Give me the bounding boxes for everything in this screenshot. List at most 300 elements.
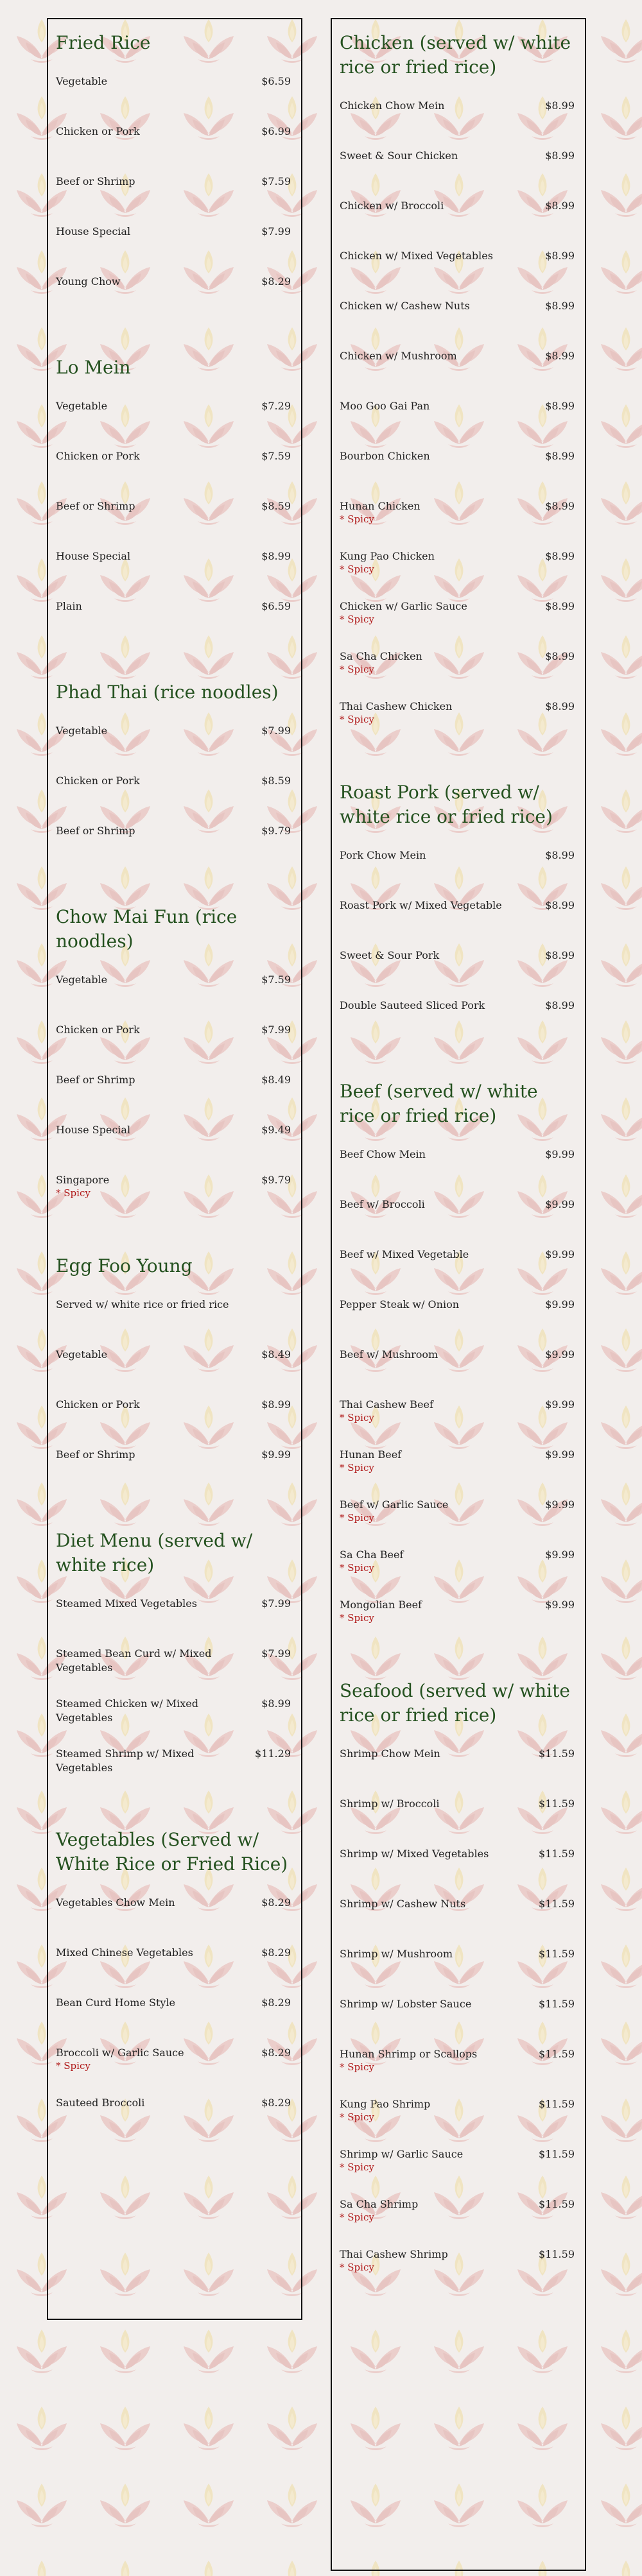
menu-item	[56, 824, 291, 874]
menu-item	[340, 349, 575, 399]
menu-item-price: $9.99	[261, 1448, 291, 1461]
menu-item-text	[56, 1348, 107, 1362]
menu-item	[340, 1747, 575, 1797]
menu-item-text	[340, 549, 435, 575]
menu-item-text	[340, 2247, 448, 2273]
menu-item	[340, 149, 575, 199]
menu-item-price: $8.99	[261, 1697, 291, 1710]
menu-item	[340, 449, 575, 499]
menu-item	[340, 499, 575, 549]
menu-item	[56, 1173, 291, 1223]
menu-item-name: Vegetables Chow Mein	[56, 1896, 175, 1909]
menu-item-name: House Special	[56, 225, 131, 237]
menu-item-text	[340, 1947, 453, 1961]
section-title: Phad Thai (rice noodles)	[56, 682, 279, 703]
menu-item-price: $8.99	[545, 999, 575, 1011]
menu-item-name: Young Chow	[56, 275, 121, 288]
menu-item-text	[56, 225, 130, 239]
menu-item-name: Chicken w/ Cashew Nuts	[340, 300, 470, 312]
menu-item-name: Steamed Chicken w/ Mixed Vegetables	[56, 1697, 198, 1724]
menu-item-price: $9.99	[545, 1498, 575, 1511]
menu-item-text	[56, 1647, 248, 1675]
menu-item-text	[340, 149, 458, 163]
spicy-tag: * Spicy	[340, 614, 374, 625]
menu-item-price: $8.99	[545, 650, 575, 662]
section-title: Diet Menu (served w/ white rice)	[56, 1530, 253, 1576]
menu-item	[340, 1947, 575, 1997]
menu-item-name: Chicken w/ Mixed Vegetables	[340, 250, 493, 262]
menu-item-text	[56, 275, 121, 289]
menu-item-text	[56, 2096, 144, 2110]
menu-item-name: Sweet & Sour Chicken	[340, 150, 458, 162]
menu-item-name: Beef or Shrimp	[56, 825, 135, 837]
menu-item	[56, 599, 291, 649]
section-spacer	[56, 874, 291, 905]
menu-item	[56, 449, 291, 499]
menu-item-price: $8.29	[261, 275, 291, 288]
menu-item	[340, 1847, 575, 1897]
menu-item-price: $8.29	[261, 1996, 291, 2009]
menu-item-name: Vegetable	[56, 974, 108, 986]
menu-item-name: Beef w/ Broccoli	[340, 1198, 425, 1210]
menu-item-name: Roast Pork w/ Mixed Vegetable	[340, 899, 502, 911]
spicy-tag: * Spicy	[340, 2111, 374, 2123]
menu-item-price: $11.29	[255, 1747, 291, 1760]
menu-item-name: Sa Cha Beef	[340, 1549, 404, 1561]
menu-column-right	[331, 18, 586, 2571]
menu-item-price: $8.29	[261, 1946, 291, 1959]
menu-item-text	[56, 1896, 175, 1910]
spicy-tag: * Spicy	[340, 2211, 374, 2223]
menu-item-name: Sweet & Sour Pork	[340, 949, 440, 961]
menu-item-text	[340, 399, 429, 413]
menu-item	[56, 2096, 291, 2146]
menu-item-name: Beef or Shrimp	[56, 175, 135, 187]
menu-item-name: Shrimp w/ Cashew Nuts	[340, 1898, 466, 1910]
spicy-tag: * Spicy	[340, 714, 374, 725]
menu-item-name: Sa Cha Shrimp	[340, 2198, 419, 2210]
menu-item	[56, 74, 291, 125]
menu-section-chicken-served-w-white-rice-or-fried-rice	[340, 31, 575, 750]
menu-item-price: $9.99	[545, 1298, 575, 1310]
menu-item	[340, 898, 575, 949]
menu-item-name: Vegetable	[56, 400, 108, 412]
menu-item-name: Plain	[56, 600, 82, 612]
menu-section-phad-thai-rice-noodles	[56, 680, 291, 874]
menu-item-text	[56, 175, 135, 189]
menu-item-price: $11.59	[539, 2098, 575, 2110]
menu-item-name: Chicken or Pork	[56, 125, 140, 137]
section-spacer	[56, 1498, 291, 1529]
menu-item-price: $8.99	[545, 200, 575, 212]
menu-item-name: Pork Chow Mein	[340, 849, 426, 861]
menu-item	[340, 1448, 575, 1498]
menu-item-text	[56, 125, 140, 139]
menu-item-text	[56, 1597, 197, 1611]
menu-item	[56, 1448, 291, 1498]
menu-item-text	[340, 1448, 401, 1473]
menu-item-name: Singapore	[56, 1174, 110, 1186]
menu-item-name: Kung Pao Shrimp	[340, 2098, 431, 2110]
menu-item-name: Chicken Chow Mein	[340, 99, 445, 112]
menu-item-text	[56, 449, 140, 463]
menu-item-price: $8.99	[545, 600, 575, 612]
menu-item-text	[340, 1248, 469, 1262]
menu-item-price: $8.99	[545, 150, 575, 162]
menu-item	[340, 99, 575, 149]
menu-item	[56, 774, 291, 824]
menu-item-name: Steamed Shrimp w/ Mixed Vegetables	[56, 1747, 195, 1774]
menu-item	[56, 724, 291, 774]
menu-section-vegetables-served-w-white-rice-or-fried-rice	[56, 1828, 291, 2146]
menu-section-beef-served-w-white-rice-or-fried-rice	[340, 1079, 575, 1648]
menu-item-text	[340, 1797, 440, 1811]
menu-item-name: Steamed Bean Curd w/ Mixed Vegetables	[56, 1647, 212, 1674]
menu-item-name: House Special	[56, 1124, 131, 1136]
menu-item	[340, 1248, 575, 1298]
menu-item-text	[56, 1996, 175, 2010]
menu-item-text	[340, 349, 457, 363]
menu-item-price: $9.99	[545, 1198, 575, 1210]
menu-section-fried-rice	[56, 31, 291, 325]
menu-item-text	[340, 1348, 438, 1362]
spicy-tag: * Spicy	[340, 513, 374, 525]
menu-item-name: Shrimp w/ Mixed Vegetables	[340, 1848, 489, 1860]
menu-item-price: $11.59	[539, 1747, 575, 1760]
menu-item-text	[56, 774, 140, 788]
spicy-tag: * Spicy	[340, 1612, 374, 1624]
menu-item-name: Sa Cha Chicken	[340, 650, 422, 662]
spicy-tag: * Spicy	[56, 2060, 91, 2072]
section-title: Beef (served w/ white rice or fried rice)	[340, 1081, 538, 1126]
menu-item-name: Beef w/ Garlic Sauce	[340, 1498, 449, 1511]
menu-item-text	[56, 2046, 184, 2072]
menu-item-name: Beef or Shrimp	[56, 1074, 135, 1086]
menu-item	[340, 1548, 575, 1598]
menu-item	[56, 399, 291, 449]
spicy-tag: * Spicy	[340, 1412, 374, 1423]
menu-item-name: Chicken or Pork	[56, 1398, 140, 1411]
menu-item-text	[56, 973, 107, 987]
menu-item-name: Chicken or Pork	[56, 775, 140, 787]
menu-item-name: Thai Cashew Shrimp	[340, 2248, 448, 2260]
menu-item-price: $11.59	[539, 1798, 575, 1810]
menu-item-text	[56, 724, 107, 738]
section-title: Roast Pork (served w/ white rice or fried rice)	[340, 782, 553, 827]
menu-item-price: $9.99	[545, 1248, 575, 1260]
menu-item-price: $7.99	[261, 725, 291, 737]
menu-item-text	[340, 99, 444, 113]
menu-item-name: Beef Chow Mein	[340, 1148, 426, 1160]
section-spacer	[340, 750, 575, 780]
section-title: Chicken (served w/ white rice or fried rice)	[340, 32, 571, 78]
menu-item-price: $8.99	[545, 500, 575, 512]
menu-item-text	[56, 1398, 140, 1412]
menu-item	[340, 1398, 575, 1448]
menu-item	[56, 1996, 291, 2046]
menu-item-price: $7.59	[261, 450, 291, 462]
menu-item-name: Shrimp w/ Broccoli	[340, 1798, 440, 1810]
menu-item	[340, 1997, 575, 2047]
menu-item-price: $8.59	[261, 775, 291, 787]
menu-section-chow-mai-fun-rice-noodles	[56, 905, 291, 1223]
spicy-tag: * Spicy	[340, 2061, 374, 2073]
menu-item-price: $8.99	[545, 849, 575, 861]
menu-item-text	[340, 898, 502, 913]
spicy-tag: * Spicy	[340, 1512, 374, 1524]
menu-item	[340, 1797, 575, 1847]
menu-item-price: $9.49	[261, 1124, 291, 1136]
menu-item-name: Shrimp Chow Mein	[340, 1747, 440, 1760]
menu-item-text	[340, 1548, 403, 1574]
menu-item-price: $11.59	[539, 1998, 575, 2010]
section-title: Lo Mein	[56, 357, 131, 378]
menu-item-price: $8.99	[545, 550, 575, 562]
menu-item-name: Shrimp w/ Mushroom	[340, 1948, 453, 1960]
menu-item-text	[56, 1946, 193, 1960]
menu-item-price: $6.59	[261, 600, 291, 612]
menu-item-text	[340, 649, 422, 675]
menu-item-text	[340, 700, 452, 725]
menu-item	[56, 973, 291, 1023]
menu-item	[56, 499, 291, 549]
menu-item-price: $8.99	[545, 250, 575, 262]
menu-item	[340, 249, 575, 299]
menu-item	[56, 1697, 291, 1747]
section-spacer	[340, 1049, 575, 1079]
menu-item-name: Vegetable	[56, 1348, 108, 1361]
menu-item	[340, 1598, 575, 1648]
menu-item-text	[340, 999, 485, 1013]
menu-item-name: Beef or Shrimp	[56, 1448, 135, 1461]
menu-item-name: Shrimp w/ Lobster Sauce	[340, 1998, 472, 2010]
menu-item	[340, 649, 575, 700]
menu-item-text	[340, 2197, 418, 2223]
menu-item-text	[56, 1023, 140, 1037]
menu-item	[56, 275, 291, 325]
menu-item	[340, 2097, 575, 2147]
menu-item-name: Kung Pao Chicken	[340, 550, 435, 562]
menu-item-price: $6.59	[261, 75, 291, 87]
menu-item-price: $8.99	[545, 400, 575, 412]
menu-item	[56, 125, 291, 175]
menu-item	[340, 599, 575, 649]
menu-item-text	[56, 499, 135, 513]
menu-item-text	[340, 1997, 471, 2011]
menu-section-diet-menu-served-w-white-rice	[56, 1529, 291, 1797]
menu-item-name: Double Sauteed Sliced Pork	[340, 999, 485, 1011]
menu-item-name: Hunan Shrimp or Scallops	[340, 2048, 478, 2060]
menu-item	[56, 175, 291, 225]
menu-item-price: $11.59	[539, 1898, 575, 1910]
spicy-tag: * Spicy	[56, 1187, 91, 1199]
menu-item-text	[340, 1498, 448, 1524]
menu-item-text	[340, 299, 470, 313]
menu-item	[340, 549, 575, 599]
menu-item-price: $8.29	[261, 2097, 291, 2109]
menu-item-name: Beef w/ Mixed Vegetable	[340, 1248, 469, 1260]
menu-item-name: Shrimp w/ Garlic Sauce	[340, 2148, 464, 2160]
menu-item	[56, 1946, 291, 1996]
menu-item-name: Chicken or Pork	[56, 1024, 140, 1036]
spicy-tag: * Spicy	[340, 664, 374, 675]
menu-item-name: Pepper Steak w/ Onion	[340, 1298, 460, 1310]
menu-item-text	[56, 1747, 248, 1775]
menu-item-name: Chicken w/ Garlic Sauce	[340, 600, 467, 612]
menu-item-text	[56, 824, 135, 838]
section-title: Chow Mai Fun (rice noodles)	[56, 906, 238, 952]
menu-item	[340, 1298, 575, 1348]
menu-item	[340, 2197, 575, 2247]
menu-item-price: $8.99	[545, 949, 575, 961]
menu-item-text	[340, 499, 421, 525]
menu-section-roast-pork-served-w-white-rice-or-fried-rice	[340, 780, 575, 1049]
menu-item-price: $7.99	[261, 225, 291, 237]
menu-item	[56, 1023, 291, 1073]
menu-item-price: $7.99	[261, 1024, 291, 1036]
menu-item-text	[340, 1747, 440, 1761]
menu-item	[56, 225, 291, 275]
spicy-tag: * Spicy	[340, 563, 374, 575]
menu-item-price: $9.99	[545, 1448, 575, 1461]
section-spacer	[56, 1223, 291, 1254]
section-spacer	[340, 1648, 575, 1679]
menu-item	[56, 1398, 291, 1448]
menu-item-name: Beef or Shrimp	[56, 500, 135, 512]
spicy-tag: * Spicy	[340, 2262, 374, 2273]
menu-item-price: $7.99	[261, 1647, 291, 1660]
menu-item-price: $8.49	[261, 1348, 291, 1361]
menu-item	[56, 1348, 291, 1398]
menu-item-text	[56, 1448, 135, 1462]
menu-item-name: Hunan Beef	[340, 1448, 402, 1461]
menu-item-price: $7.29	[261, 400, 291, 412]
menu-item-text	[56, 399, 107, 413]
menu-item-text	[56, 74, 107, 89]
menu-item-text	[340, 848, 426, 863]
menu-item	[56, 2046, 291, 2096]
menu-item-name: Vegetable	[56, 725, 108, 737]
menu-item-price: $11.59	[539, 2148, 575, 2160]
menu-item-text	[340, 199, 444, 213]
menu-item	[340, 1897, 575, 1947]
menu-item-price: $11.59	[539, 2248, 575, 2260]
section-note: Served w/ white rice or fried rice	[56, 1298, 229, 1310]
menu-item	[340, 949, 575, 999]
menu-item-price: $11.59	[539, 1948, 575, 1960]
menu-item-name: Beef w/ Mushroom	[340, 1348, 438, 1361]
menu-item	[340, 848, 575, 898]
menu-item-text	[340, 1198, 425, 1212]
menu-item-price: $9.99	[545, 1549, 575, 1561]
menu-item-price: $9.99	[545, 1348, 575, 1361]
menu-section-seafood-served-w-white-rice-or-fried-rice	[340, 1679, 575, 2297]
menu-item-text	[340, 949, 439, 963]
menu-item	[340, 1147, 575, 1198]
menu-item-name: Hunan Chicken	[340, 500, 421, 512]
menu-section-egg-foo-young	[56, 1254, 291, 1498]
menu-item-name: Bean Curd Home Style	[56, 1996, 176, 2009]
menu-item-price: $8.49	[261, 1074, 291, 1086]
menu-item-text	[56, 1073, 135, 1087]
menu-item-price: $8.99	[545, 350, 575, 362]
menu-item-name: Thai Cashew Chicken	[340, 700, 453, 712]
menu-item-price: $7.99	[261, 1597, 291, 1610]
menu-item	[340, 1198, 575, 1248]
menu-item	[56, 1647, 291, 1697]
menu-item-price: $6.99	[261, 125, 291, 137]
menu-item-text	[340, 2147, 463, 2173]
section-spacer	[56, 649, 291, 680]
menu-item-name: Chicken w/ Mushroom	[340, 350, 457, 362]
menu-item-name: House Special	[56, 550, 131, 562]
menu-item	[56, 1123, 291, 1173]
menu-item-text	[340, 1147, 426, 1162]
menu-item	[340, 2147, 575, 2197]
menu-item	[340, 299, 575, 349]
menu-item	[340, 199, 575, 249]
menu-item-price: $9.99	[545, 1148, 575, 1160]
menu-item-price: $8.99	[261, 550, 291, 562]
menu-item-price: $9.99	[545, 1398, 575, 1411]
menu-item	[56, 1597, 291, 1647]
menu-item-price: $9.79	[261, 1174, 291, 1186]
menu-item-price: $7.59	[261, 175, 291, 187]
menu-item-text	[56, 1173, 109, 1199]
menu-item	[340, 2247, 575, 2297]
menu-item	[56, 549, 291, 599]
menu-item-name: Thai Cashew Beef	[340, 1398, 433, 1411]
menu-item-price: $8.99	[545, 450, 575, 462]
menu-item-price: $8.99	[545, 899, 575, 911]
menu-item-price: $8.99	[261, 1398, 291, 1411]
menu-item-text	[340, 2047, 477, 2073]
menu-item-name: Sauteed Broccoli	[56, 2097, 145, 2109]
menu-item-name: Broccoli w/ Garlic Sauce	[56, 2047, 184, 2059]
menu-item	[340, 700, 575, 750]
menu-item-price: $7.59	[261, 974, 291, 986]
menu-item-text	[340, 1847, 489, 1861]
menu-item-name: Mixed Chinese Vegetables	[56, 1946, 193, 1959]
menu-item	[56, 1073, 291, 1123]
menu-item	[340, 999, 575, 1049]
menu-item-text	[340, 599, 467, 625]
section-title: Seafood (served w/ white rice or fried rice)	[340, 1680, 570, 1726]
section-spacer	[56, 325, 291, 356]
menu-item-price: $8.29	[261, 1896, 291, 1909]
menu-item-name: Chicken w/ Broccoli	[340, 200, 444, 212]
menu-item-name: Bourbon Chicken	[340, 450, 430, 462]
section-title: Fried Rice	[56, 32, 151, 53]
menu-item-name: Mongolian Beef	[340, 1599, 422, 1611]
menu-item-text	[56, 1697, 248, 1725]
menu-item-text	[56, 599, 82, 614]
menu-item	[340, 1348, 575, 1398]
section-title: Vegetables (Served w/ White Rice or Fried Rice)	[56, 1829, 288, 1875]
menu-item-text	[340, 1298, 459, 1312]
menu-item-price: $8.59	[261, 500, 291, 512]
menu-item-text	[56, 1123, 130, 1137]
menu-item-price: $8.99	[545, 700, 575, 712]
spicy-tag: * Spicy	[340, 1562, 374, 1574]
menu-item-text	[340, 2097, 430, 2123]
menu-section-lo-mein	[56, 356, 291, 649]
menu-item-price: $9.99	[545, 1599, 575, 1611]
menu-item-name: Chicken or Pork	[56, 450, 140, 462]
menu-item	[56, 1896, 291, 1946]
menu-item-name: Steamed Mixed Vegetables	[56, 1597, 197, 1610]
menu-item-text	[340, 249, 493, 263]
